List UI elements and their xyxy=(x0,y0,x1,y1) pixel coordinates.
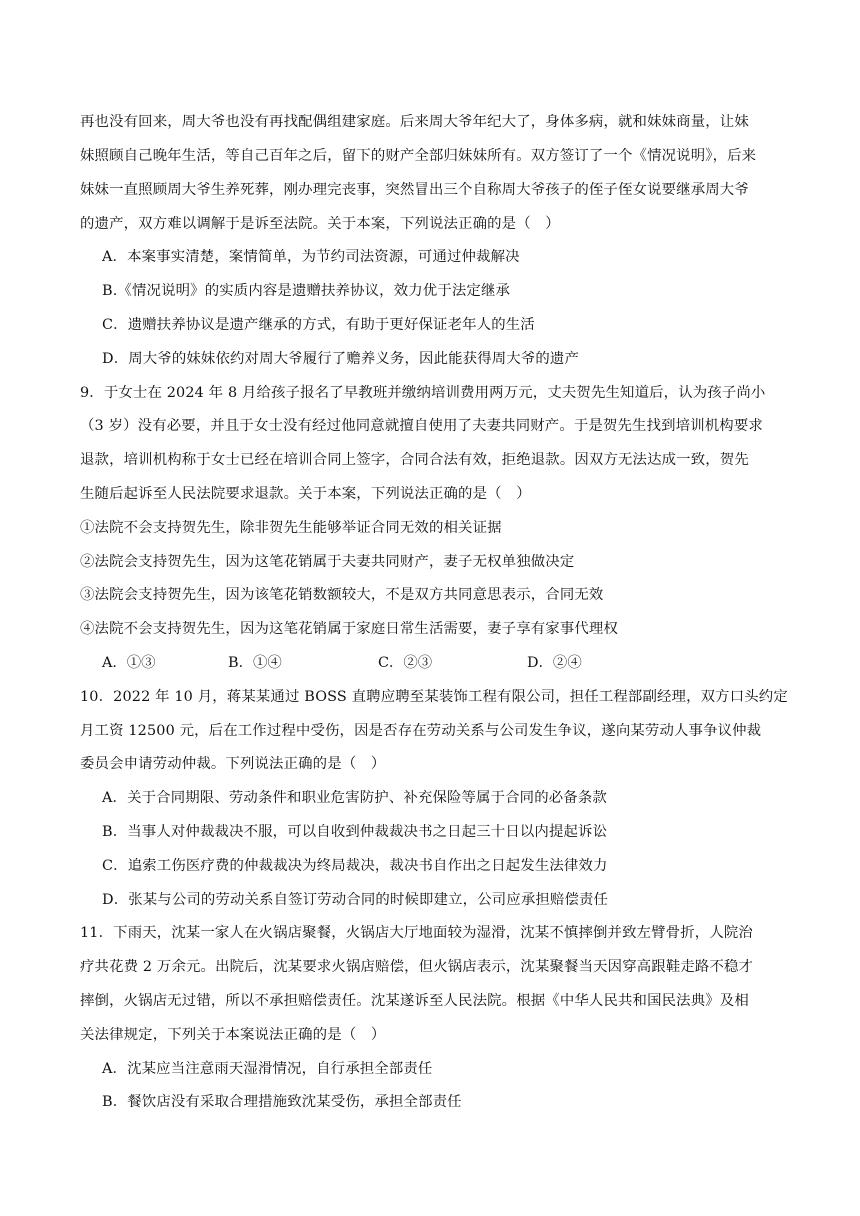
q8-option-d: D．周大爷的妹妹依约对周大爷履行了赡养义务，因此能获得周大爷的遗产 xyxy=(102,351,579,367)
q8-stem-line: 妹照顾自己晚年生活，等自己百年之后，留下的财产全部归妹妹所有。双方签订了一个《情况说明》，后来 xyxy=(80,148,757,164)
q9-choice-c: C．②③ xyxy=(378,655,433,671)
q10-option-c: C．追索工伤医疗费的仲裁裁决为终局裁决，裁决书自作出之日起发生法律效力 xyxy=(102,858,608,874)
q11-option-a: A．沈某应当注意雨天湿滑情况，自行承担全部责任 xyxy=(102,1061,433,1077)
q9-statement-4: ④法院不会支持贺先生，因为这笔花销属于家庭日常生活需要，妻子享有家事代理权 xyxy=(80,621,619,637)
q8-stem-line: 妹妹一直照顾周大爷生养死葬，刚办理完丧事，突然冒出三个自称周大爷孩子的侄子侄女说要继承周大爷 xyxy=(80,182,749,198)
q11-stem-line: 疗共花费 2 万余元。出院后，沈某要求火锅店赔偿，但火锅店表示，沈某聚餐当天因穿高跟鞋走路不稳才 xyxy=(80,959,754,975)
q9-statement-2: ②法院会支持贺先生，因为这笔花销属于夫妻共同财产，妻子无权单独做决定 xyxy=(80,554,575,570)
q8-stem-line: 再也没有回来，周大爷也没有再找配偶组建家庭。后来周大爷年纪大了，身体多病，就和妹妹商量，让妹 xyxy=(80,114,749,130)
q10-option-a: A．关于合同期限、劳动条件和职业危害防护、补充保险等属于合同的必备条款 xyxy=(102,790,607,806)
q11-option-b: B．餐饮店没有采取合理措施致沈某受伤，承担全部责任 xyxy=(102,1094,462,1110)
q9-stem-line: 生随后起诉至人民法院要求退款。关于本案，下列说法正确的是（ ） xyxy=(80,486,531,502)
q10-stem-line: 10．2022 年 10 月，蒋某某通过 BOSS 直聘应聘至某装饰工程有限公司，担任工程部副经理，双方口头约定 xyxy=(80,689,788,705)
q9-statement-3: ③法院会支持贺先生，因为该笔花销数额较大，不是双方共同意思表示，合同无效 xyxy=(80,587,604,603)
q9-choice-d: D．②④ xyxy=(527,655,582,671)
q11-stem-line: 11．下雨天，沈某一家人在火锅店聚餐，火锅店大厅地面较为湿滑，沈某不慎摔倒并致左臂骨折，人院治 xyxy=(80,925,753,941)
q11-stem-line: 关法律规定，下列关于本案说法正确的是（ ） xyxy=(80,1027,386,1043)
q10-option-b: B．当事人对仲裁裁决不服，可以自收到仲裁裁决书之日起三十日以内提起诉讼 xyxy=(102,824,608,840)
q9-stem-line: 退款，培训机构称于女士已经在培训合同上签字，合同合法有效，拒绝退款。因双方无法达成一致，贺先 xyxy=(80,452,749,468)
q9-choice-a: A．①③ xyxy=(102,655,156,671)
q9-statement-1: ①法院不会支持贺先生，除非贺先生能够举证合同无效的相关证据 xyxy=(80,520,502,536)
q11-stem-line: 摔倒，火锅店无过错，所以不承担赔偿责任。沈某遂诉至人民法院。根据《中华人民共和国民法典》及相 xyxy=(80,993,749,1009)
q9-choice-b: B．①④ xyxy=(228,655,282,671)
q8-option-a: A．本案事实清楚，案情简单，为节约司法资源，可通过仲裁解决 xyxy=(102,249,520,265)
q8-option-b: B.《情况说明》的实质内容是遗赠扶养协议，效力优于法定继承 xyxy=(102,283,511,299)
q8-option-c: C．遗赠扶养协议是遗产继承的方式，有助于更好保证老年人的生活 xyxy=(102,317,535,333)
q10-stem-line: 月工资 12500 元，后在工作过程中受伤，因是否存在劳动关系与公司发生争议，遂向某劳动人事争议仲裁 xyxy=(80,723,762,739)
q9-stem-line: （3 岁）没有必要，并且于女士没有经过他同意就擅自使用了夫妻共同财产。于是贺先生找到培训机构要求 xyxy=(80,418,763,434)
q8-stem-line: 的遗产，双方难以调解于是诉至法院。关于本案，下列说法正确的是（ ） xyxy=(80,216,560,232)
q9-stem-line: 9．于女士在 2024 年 8 月给孩子报名了早教班并缴纳培训费用两万元，丈夫贺先生知道后，认为孩子尚小 xyxy=(80,385,766,401)
q10-stem-line: 委员会申请劳动仲裁。下列说法正确的是（ ） xyxy=(80,756,386,772)
q10-option-d: D．张某与公司的劳动关系自签订劳动合同的时候即建立，公司应承担赔偿责任 xyxy=(102,892,609,908)
